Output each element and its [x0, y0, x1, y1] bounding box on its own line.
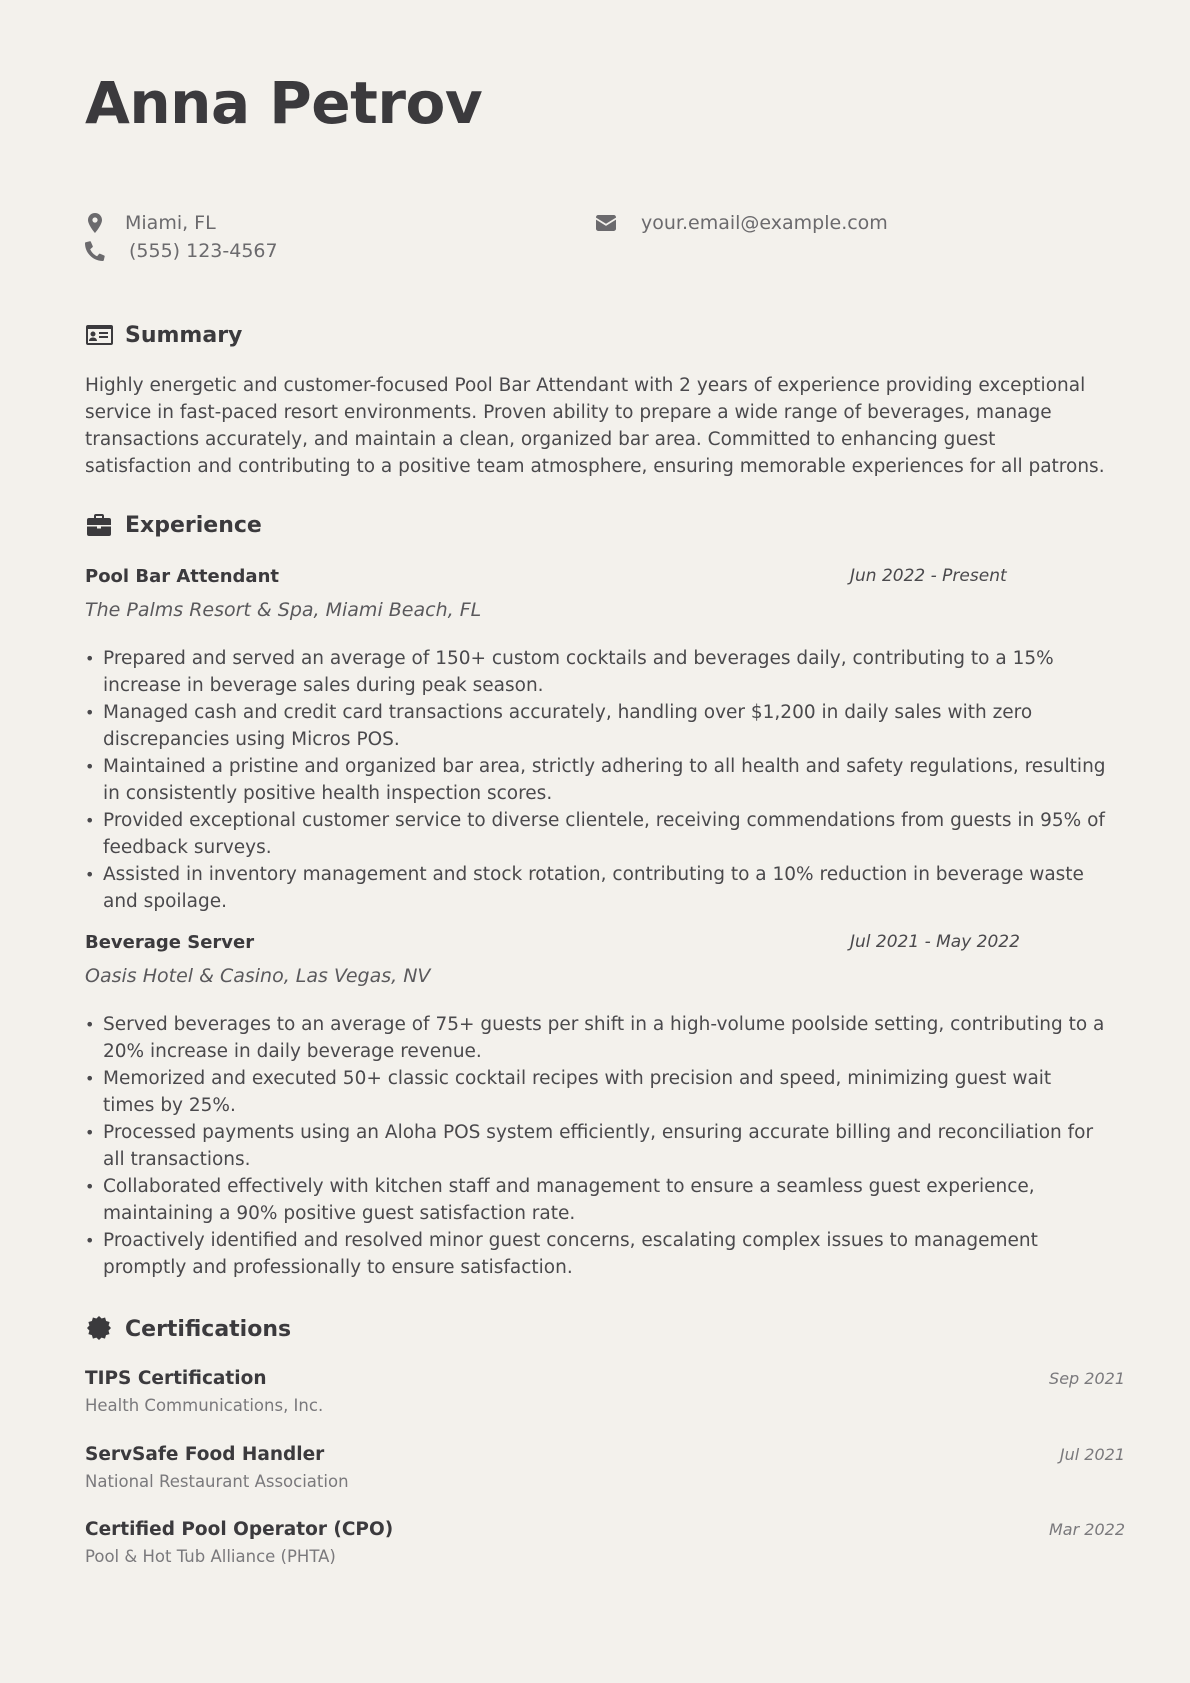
- cert-date: Mar 2022: [1049, 1520, 1125, 1539]
- experience-title: Experience: [125, 512, 262, 538]
- list-item: • Memorized and executed 50+ classic cocktail recipes with precision and speed, minimizing guest wait times by 25%.: [85, 1065, 1107, 1119]
- cert-date: Sep 2021: [1049, 1369, 1125, 1388]
- summary-title: Summary: [125, 322, 243, 348]
- job-date: Jul 2021 - May 2022: [850, 932, 1020, 952]
- contact-email[interactable]: [595, 212, 888, 234]
- summary-heading: [85, 322, 242, 348]
- cert-name: TIPS Certification: [85, 1368, 267, 1389]
- email-text[interactable]: your.email@example.com: [641, 211, 888, 234]
- candidate-name: Anna Petrov: [85, 69, 483, 137]
- job-title: Pool Bar Attendant: [85, 566, 279, 587]
- certificate-badge-icon: [85, 1316, 113, 1342]
- list-item: • Collaborated effectively with kitchen staff and management to ensure a seamless guest experience, maintaining a 90% positive guest satisfaction rate.: [85, 1173, 1107, 1227]
- certifications-title: Certifications: [125, 1316, 292, 1342]
- cert-issuer: National Restaurant Association: [85, 1472, 349, 1491]
- job-bullet-list: [85, 645, 1107, 915]
- contact-location: [85, 212, 216, 234]
- list-item: • Maintained a pristine and organized bar area, strictly adhering to all health and safety regulations, resulting in consistently positive health inspection scores.: [85, 753, 1107, 807]
- map-pin-icon: [85, 212, 105, 234]
- envelope-icon: [595, 212, 617, 234]
- phone-icon: [85, 240, 105, 262]
- cert-date: Jul 2021: [1059, 1445, 1125, 1464]
- job-bullet-list: [85, 1011, 1107, 1281]
- list-item: • Provided exceptional customer service to diverse clientele, receiving commendations from guests in 95% of feedback surveys.: [85, 807, 1107, 861]
- cert-issuer: Health Communications, Inc.: [85, 1396, 324, 1415]
- phone-text: (555) 123-4567: [129, 239, 278, 262]
- list-item: • Proactively identified and resolved minor guest concerns, escalating complex issues to management promptly and professionally to ensure satisfaction.: [85, 1227, 1107, 1281]
- location-text: Miami, FL: [125, 211, 216, 234]
- cert-issuer: Pool & Hot Tub Alliance (PHTA): [85, 1547, 336, 1566]
- summary-text: Highly energetic and customer-focused Pool Bar Attendant with 2 years of experience providing exceptional service in fast-paced resort environments. Proven ability to prepare a wide range of beverages, manage transactions accurately, and maintain a clean, organized bar area. Committed to enhancing guest satisfaction and contributing to a positive team atmosphere, ensuring memorable experiences for all patrons.: [85, 375, 1105, 477]
- id-card-icon: [85, 322, 113, 348]
- briefcase-icon: [85, 512, 113, 538]
- certifications-heading: [85, 1316, 291, 1342]
- job-company: Oasis Hotel & Casino, Las Vegas, NV: [85, 965, 431, 987]
- job-company: The Palms Resort & Spa, Miami Beach, FL: [85, 599, 482, 621]
- list-item: • Served beverages to an average of 75+ guests per shift in a high-volume poolside setting, contributing to a 20% increase in daily beverage revenue.: [85, 1011, 1107, 1065]
- contact-phone: [85, 240, 278, 262]
- cert-name: ServSafe Food Handler: [85, 1444, 325, 1465]
- job-date: Jun 2022 - Present: [850, 566, 1007, 586]
- job-title: Beverage Server: [85, 932, 255, 953]
- list-item: • Managed cash and credit card transactions accurately, handling over $1,200 in daily sales with zero discrepancies using Micros POS.: [85, 699, 1107, 753]
- list-item: • Assisted in inventory management and stock rotation, contributing to a 10% reduction in beverage waste and spoilage.: [85, 861, 1107, 915]
- cert-name: Certified Pool Operator (CPO): [85, 1519, 394, 1540]
- experience-heading: [85, 512, 262, 538]
- list-item: • Processed payments using an Aloha POS system efficiently, ensuring accurate billing and reconciliation for all transactions.: [85, 1119, 1107, 1173]
- list-item: • Prepared and served an average of 150+ custom cocktails and beverages daily, contributing to a 15% increase in beverage sales during peak season.: [85, 645, 1107, 699]
